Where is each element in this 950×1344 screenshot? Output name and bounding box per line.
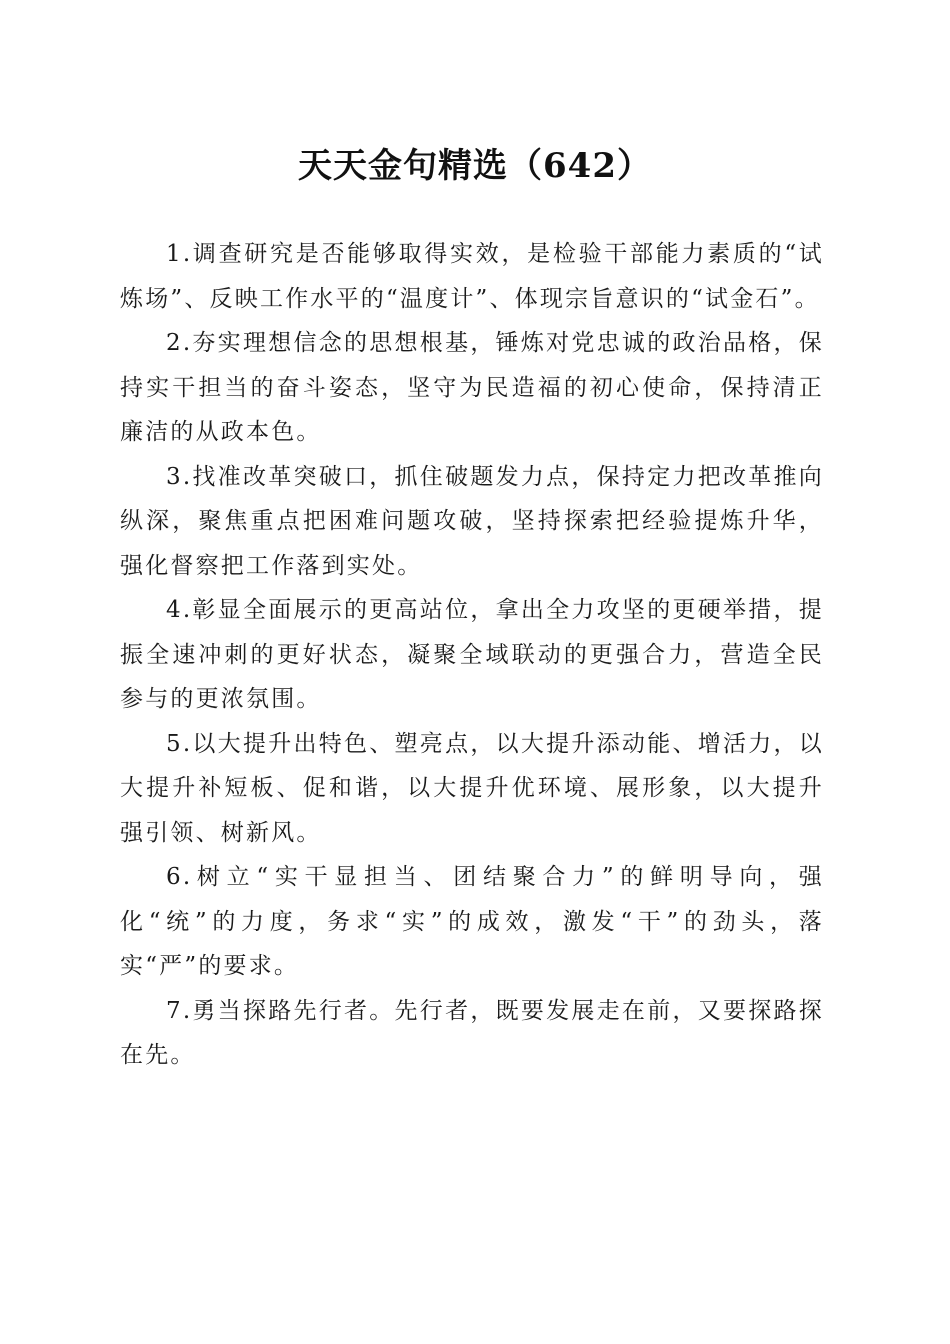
paragraph-5: 5.以大提升出特色、塑亮点，以大提升添动能、增活力，以大提升补短板、促和谐，以大提升优环境、展形象，以大提升强引领、树新风。 (120, 730, 824, 846)
paragraph-7: 7.勇当探路先行者。先行者，既要发展走在前，又要探路探在先。 (120, 997, 824, 1068)
paragraph-4: 4.彰显全面展示的更高站位，拿出全力攻坚的更硬举措，提振全速冲刺的更好状态，凝聚全域联动的更强合力，营造全民参与的更浓氛围。 (120, 597, 824, 712)
document-body (120, 232, 824, 1078)
paragraph-2: 2.夯实理想信念的思想根基，锤炼对党忠诚的政治品格，保持实干担当的奋斗姿态，坚守为民造福的初心使命，保持清正廉洁的从政本色。 (120, 330, 824, 445)
paragraph-3: 3.找准改革突破口，抓住破题发力点，保持定力把改革推向纵深，聚焦重点把困难问题攻破，坚持探索把经验提炼升华，强化督察把工作落到实处。 (120, 463, 824, 579)
paragraph-6: 6.树立“实干显担当、团结聚合力”的鲜明导向，强化“统”的力度，务求“实”的成效，激发“干”的劲头，落实“严”的要求。 (120, 864, 824, 979)
document-title: 天天金句精选（642） (298, 146, 652, 186)
paragraph-1: 1.调查研究是否能够取得实效，是检验干部能力素质的“试炼场”、反映工作水平的“温度计”、体现宗旨意识的“试金石”。 (120, 241, 824, 312)
